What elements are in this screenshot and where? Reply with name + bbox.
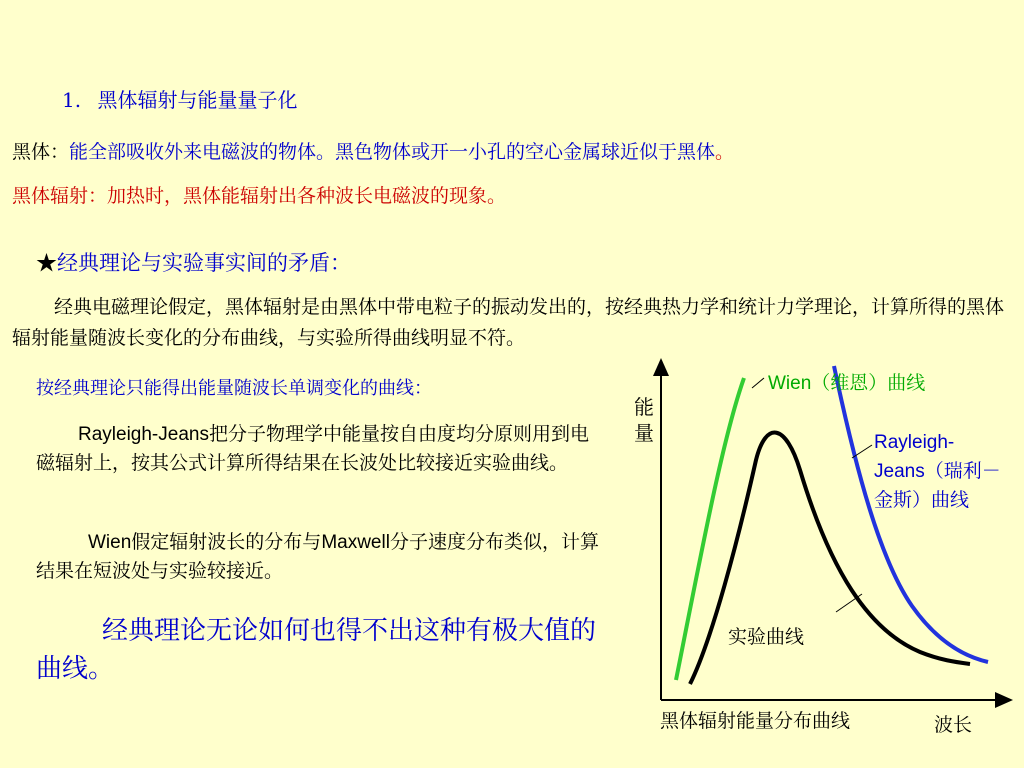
wien-curve-label xyxy=(768,368,925,395)
figure-title: 黑体辐射能量分布曲线 xyxy=(660,710,851,732)
wien-text-1: 假定辐射波长的分布与 xyxy=(131,531,322,553)
y-axis-label: 能量 xyxy=(634,395,654,445)
rj-label-cn: （瑞利－金斯）曲线 xyxy=(874,460,1001,511)
section-title-text: 黑体辐射与能量量子化 xyxy=(97,88,298,112)
rayleigh-jeans-curve-label xyxy=(874,428,1004,515)
wien-paragraph xyxy=(36,528,606,586)
wien-label-latin: Wien xyxy=(768,373,812,394)
star-icon: ★ xyxy=(36,251,57,275)
wien-text-2: 分子速度分布类似，计算结果在短波处与实验较接近。 xyxy=(36,531,599,582)
rayleigh-jeans-text: 把分子物理学中能量按自由度均分原则用到电磁辐射上，按其公式计算所得结果在长波处比较接近实验曲线。 xyxy=(36,423,589,474)
section-number: 1. xyxy=(62,88,82,112)
section-title xyxy=(62,84,297,113)
x-axis-label: 波长 xyxy=(934,714,973,736)
blackbody-term: 黑体： xyxy=(12,141,70,163)
rayleigh-jeans-paragraph xyxy=(36,420,606,478)
experimental-curve-label: 实验曲线 xyxy=(728,626,805,648)
blackbody-end-mark: 。 xyxy=(715,141,735,163)
rj-label-latin: Rayleigh-Jeans xyxy=(874,432,955,482)
rayleigh-jeans-name: Rayleigh-Jeans xyxy=(78,424,209,445)
contradiction-heading-text: 经典理论与实验事实间的矛盾： xyxy=(57,251,351,275)
rayleigh-jeans-label-pointer xyxy=(852,445,872,458)
wien-label-pointer xyxy=(752,378,764,388)
radiation-definition: 黑体辐射：加热时，黑体能辐射出各种波长电磁波的现象。 xyxy=(12,185,507,207)
conclusion-text: 经典理论无论如何也得不出这种有极大值的曲线。 xyxy=(36,616,597,684)
classical-theory-paragraph: 经典电磁理论假定，黑体辐射是由黑体中带电粒子的振动发出的，按经典热力学和统计力学理论，计算所得的黑体辐射能量随波长变化的分布曲线，与实验所得曲线明显不符。 xyxy=(12,296,1005,349)
wien-label-cn: （维恩）曲线 xyxy=(811,372,926,394)
monotone-curve-line: 按经典理论只能得出能量随波长单调变化的曲线： xyxy=(36,378,432,399)
contradiction-heading xyxy=(36,247,351,277)
blackbody-definition xyxy=(12,137,734,164)
blackbody-definition-text: 能全部吸收外来电磁波的物体。黑色物体或开一小孔的空心金属球近似于黑体 xyxy=(69,141,716,163)
maxwell-name: Maxwell xyxy=(321,532,390,553)
wien-name: Wien xyxy=(88,532,132,553)
experimental-label-pointer xyxy=(836,594,862,612)
